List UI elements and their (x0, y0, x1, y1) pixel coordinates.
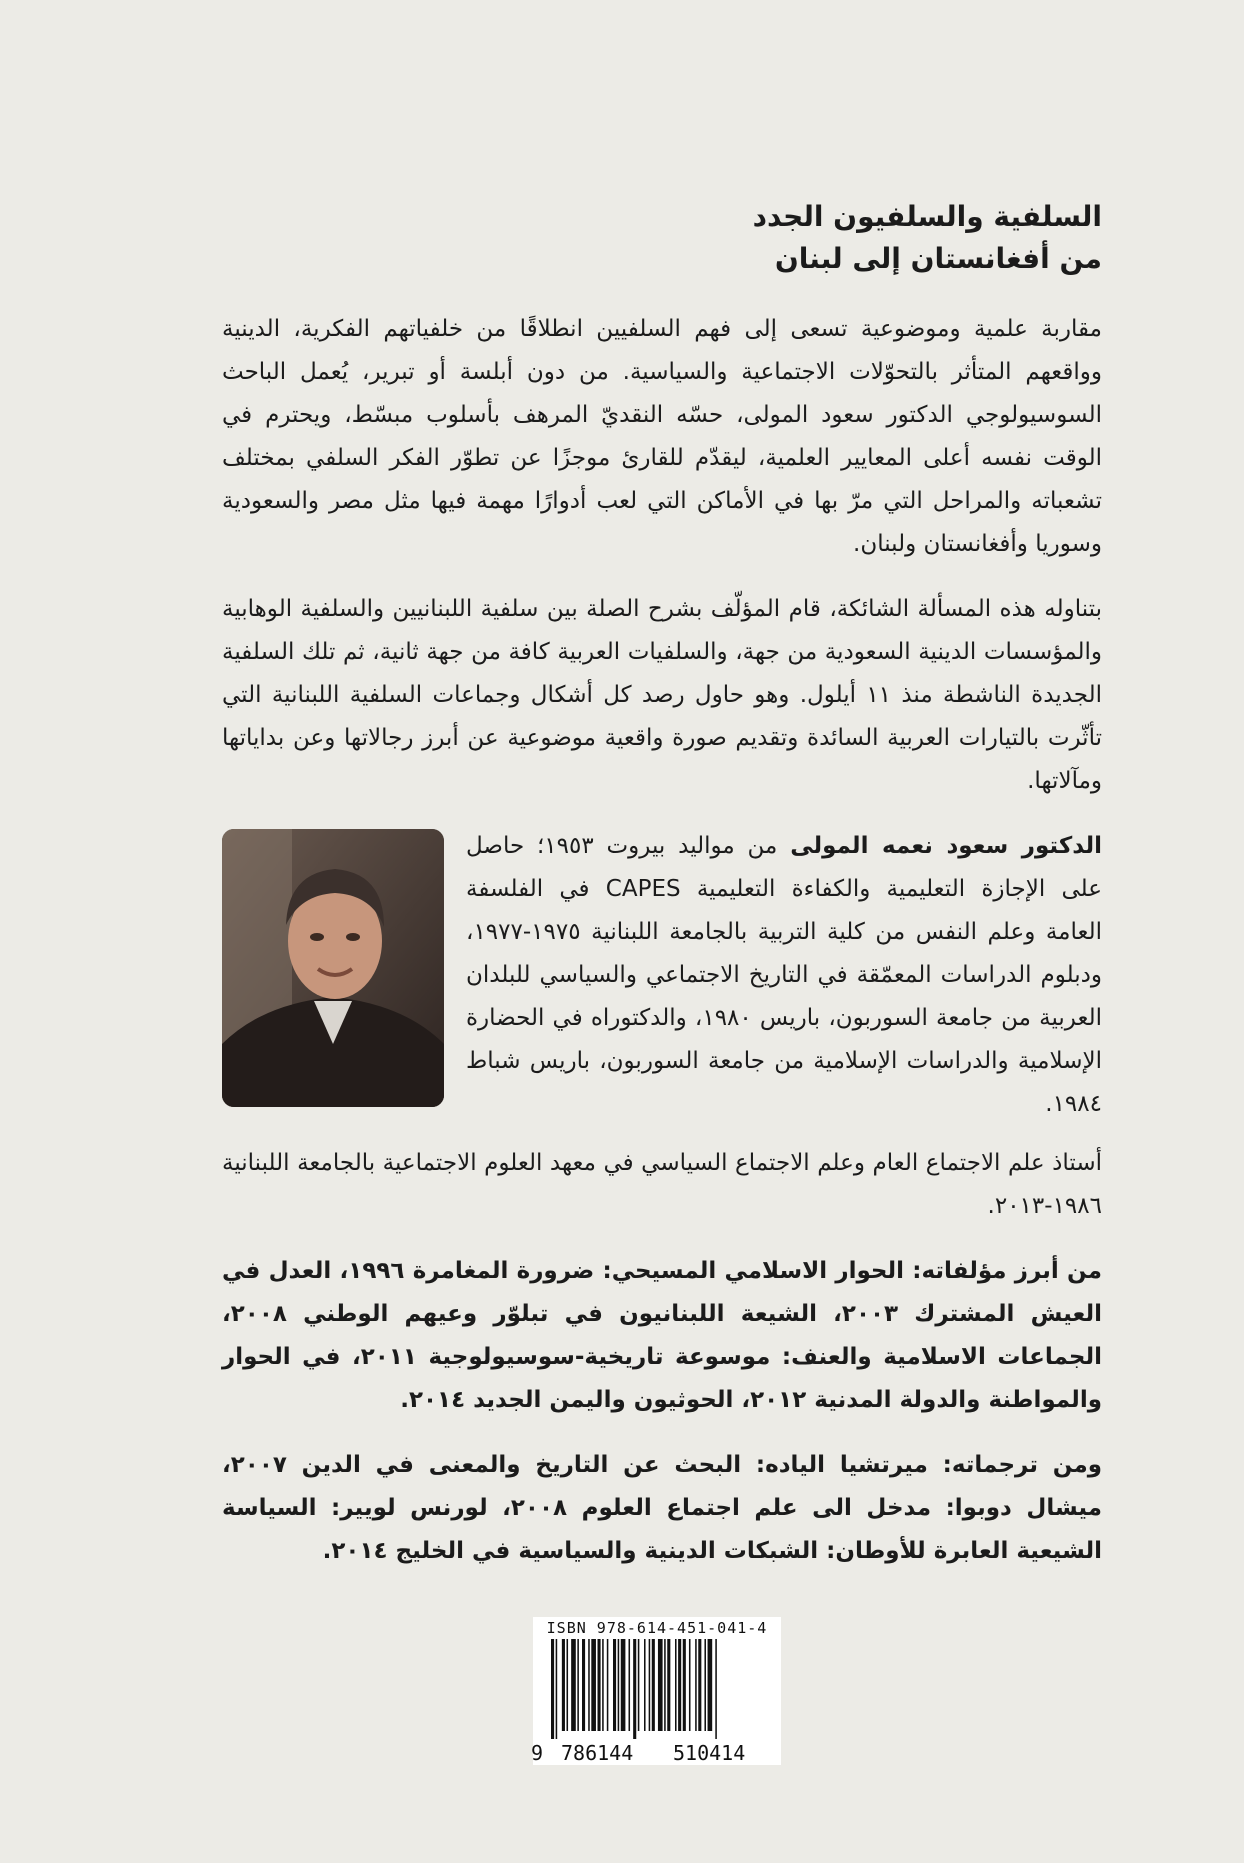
barcode-bar (664, 1639, 666, 1731)
barcode-bar (618, 1639, 620, 1731)
book-title (222, 196, 1102, 280)
intro-paragraph: مقاربة علمية وموضوعية تسعى إلى فهم السلفيين انطلاقًا من خلفياتهم الفكرية، الدينية وواقعهم المتأثر بالتحوّلات الاجتماعية والسياسية. من دون أبلسة أو تبرير، يُعمل الباحث السوسيولوجي الدكتور سعود المولى، حسّه النقديّ المرهف بأسلوب مبسّط، ويحترم في الوقت نفسه أعلى المعايير العلمية، ليقدّم للقارئ موجزًا عن تطوّر الفكر السلفي بمختلف تشعباته والمراحل التي مرّ بها في الأماكن التي لعب أدوارًا مهمة فيها مثل مصر والسعودية وسوريا وأفغانستان ولبنان. (222, 316, 1102, 557)
author-bio-block (222, 825, 1102, 1126)
works-paragraph: من أبرز مؤلفاته: الحوار الاسلامي المسيحي: ضرورة المغامرة ١٩٩٦، العدل في العيش المشترك ٢٠٠٣، الشيعة اللبنانيون في تبلوّر وعيهم الوطني ٢٠٠٨، الجماعات الاسلامية والعنف: موسوعة تاريخية-سوسيولوجية ٢٠١١، في الحوار والمواطنة والدولة المدنية ٢٠١٢، الحوثيون واليمن الجديد ٢٠١٤. (222, 1258, 1102, 1413)
translations-paragraph: ومن ترجماته: ميرتشيا الياده: البحث عن التاريخ والمعنى في الدين ٢٠٠٧، ميشال دوبوا: مدخل الى علم اجتماع العلوم ٢٠٠٨، لورنس لويير: السياسة الشيعية العابرة للأوطان: الشبكات الدينية والسياسية في الخليج ٢٠١٤. (222, 1452, 1102, 1564)
barcode-bar (689, 1639, 691, 1731)
cover-text-area (222, 196, 1102, 1595)
barcode-bar (633, 1639, 636, 1739)
barcode-bar (675, 1639, 677, 1731)
barcode-bar (652, 1639, 655, 1731)
author-bio-body: من مواليد بيروت ١٩٥٣؛ حاصل على الإجازة التعليمية والكفاءة التعليمية CAPES في الفلسفة العامة وعلم النفس من كلية التربية بالجامعة اللبنانية ١٩٧٥-١٩٧٧، ودبلوم الدراسات المعمّقة في التاريخ الاجتماعي والسياسي للبلدان العربية من جامعة السوربون، باريس ١٩٨٠، والدكتوراه في الحضارة الإسلامية والدراسات الإسلامية من جامعة السوربون، باريس شباط ١٩٨٤. (466, 833, 1102, 1117)
isbn-barcode (533, 1617, 781, 1765)
title-line-1: السلفية والسلفيون الجدد (752, 200, 1102, 233)
barcode-bar (577, 1639, 579, 1731)
author-bio-text (466, 825, 1102, 1126)
second-paragraph: بتناوله هذه المسألة الشائكة، قام المؤلّف بشرح الصلة بين سلفية اللبنانيين والسلفية الوهابية والمؤسسات الدينية السعودية من جهة، والسلفيات العربية كافة من جهة ثانية، ثم تلك السلفية الجديدة الناشطة منذ ١١ أيلول. وهو حاول رصد كل أشكال وجماعات السلفية اللبنانية التي تأثّرت بالتيارات العربية السائدة وتقديم صورة واقعية موضوعية عن أبرز رجالاتها وعن بداياتها ومآلاتها. (222, 596, 1102, 794)
isbn-label: ISBN 978-614-451-041-4 (546, 1619, 768, 1637)
title-line-2: من أفغانستان إلى لبنان (774, 242, 1102, 275)
barcode-bar (582, 1639, 585, 1731)
barcode-bar (715, 1639, 717, 1739)
barcode-bar (658, 1639, 663, 1731)
barcode-bar (704, 1639, 706, 1731)
barcode-bar (698, 1639, 701, 1731)
barcode-bar (629, 1639, 631, 1731)
barcode-bar (602, 1639, 604, 1731)
barcode-bar (667, 1639, 670, 1731)
barcode-bar (708, 1639, 713, 1731)
author-professor-paragraph: أستاذ علم الاجتماع العام وعلم الاجتماع السياسي في معهد العلوم الاجتماعية بالجامعة اللبنانية ١٩٨٦-٢٠١٣. (222, 1150, 1102, 1219)
barcode-bar (638, 1639, 640, 1731)
author-photo (222, 829, 444, 1107)
barcode-bars (541, 1639, 773, 1739)
barcode-bar (621, 1639, 626, 1731)
author-portrait-image (222, 829, 444, 1107)
barcode-bar (598, 1639, 601, 1731)
barcode-digits-right: 510414 (673, 1741, 746, 1765)
author-name: الدكتور سعود نعمه المولى (790, 833, 1103, 859)
barcode-bar (562, 1639, 565, 1731)
barcode-digit-first: 9 (531, 1741, 544, 1765)
barcode-bar (571, 1639, 576, 1731)
barcode-bar (607, 1639, 609, 1731)
author-bio-paragraph (466, 825, 1102, 1126)
barcode-bar (556, 1639, 558, 1739)
barcode-bar (644, 1639, 646, 1731)
barcode-bar (588, 1639, 590, 1731)
barcode-bar (649, 1639, 651, 1731)
barcode-bar (695, 1639, 697, 1731)
barcode-bar (591, 1639, 596, 1731)
barcode-bar (551, 1639, 554, 1739)
barcode-bar (678, 1639, 681, 1731)
barcode-bar (567, 1639, 569, 1731)
barcode-bar (683, 1639, 686, 1731)
barcode-bar (613, 1639, 616, 1731)
barcode-digits-left: 786144 (561, 1741, 634, 1765)
